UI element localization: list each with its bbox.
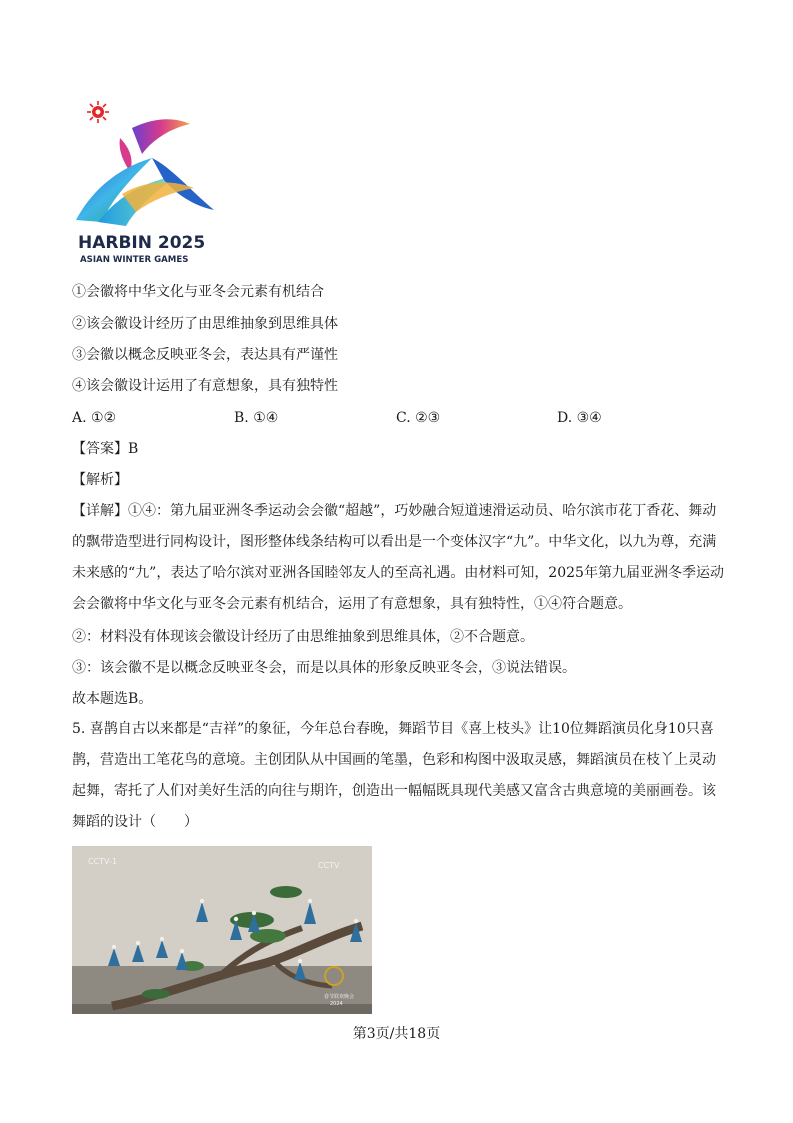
channel-logo-left: CCTV-1	[88, 857, 118, 866]
channel-logo-right: CCTV	[318, 861, 340, 870]
note-statement-3: ③：该会徽不是以概念反映亚冬会，而是以具体的形象反映亚冬会，③说法错误。	[72, 660, 576, 676]
option-b: B. ①④	[234, 410, 279, 426]
harbin-2025-logo	[72, 98, 222, 266]
logo-graphic	[72, 98, 222, 266]
analysis-label: 【解析】	[72, 472, 128, 488]
lilac-flower-icon	[87, 101, 109, 123]
logo-wordmark: HARBIN 2025	[78, 233, 206, 253]
conclusion: 故本题选B。	[72, 691, 153, 707]
note-statement-2: ②：材料没有体现该会徽设计经历了由思维抽象到思维具体，②不合题意。	[72, 629, 534, 645]
statement-2: ②该会徽设计经历了由思维抽象到思维具体	[72, 316, 338, 332]
option-a: A. ①②	[72, 410, 117, 426]
gala-watermark: 春节联欢晚会	[324, 994, 355, 1000]
statement-4: ④该会徽设计运用了有意想象，具有独特性	[72, 378, 338, 394]
logo-subtitle: ASIAN WINTER GAMES	[80, 255, 189, 265]
option-d: D. ③④	[557, 410, 602, 426]
statement-3: ③会徽以概念反映亚冬会，表达具有严谨性	[72, 347, 338, 363]
gala-watermark-year: 2024	[330, 1001, 343, 1007]
dance-performance-photo	[72, 846, 372, 1014]
option-c: C. ②③	[396, 410, 441, 426]
answer-label: 【答案】B	[72, 441, 139, 457]
question-5: 5. 喜鹊自古以来都是“吉祥”的象征，今年总台春晚，舞蹈节目《喜上枝头》让10位舞蹈演员化身10只喜鹊，营造出工笔花鸟的意境。主创团队从中国画的笔墨，色彩和构图中汲取灵感，舞蹈演员在枝丫上灵动起舞，寄托了人们对美好生活的向往与期许，创造出一幅幅既具现代美感又富含古典意境的美丽画卷。该舞蹈的设计（ ）	[72, 721, 716, 830]
page-number: 第3页/共18页	[352, 1026, 441, 1042]
statement-1: ①会徽将中华文化与亚冬会元素有机结合	[72, 284, 324, 300]
explanation-paragraph: 【详解】①④：第九届亚洲冬季运动会会徽“超越”，巧妙融合短道速滑运动员、哈尔滨市花丁香花、舞动的飘带造型进行同构设计，图形整体线条结构可以看出是一个变体汉字“九”。中华文化，以九为尊，充满未来感的“九”，表达了哈尔滨对亚洲各国睦邻友人的至高礼遇。由材料可知，2025年第九届亚洲冬季运动会会徽将中华文化与亚冬会元素有机结合，运用了有意想象，具有独特性，①④符合题意。	[72, 503, 724, 612]
